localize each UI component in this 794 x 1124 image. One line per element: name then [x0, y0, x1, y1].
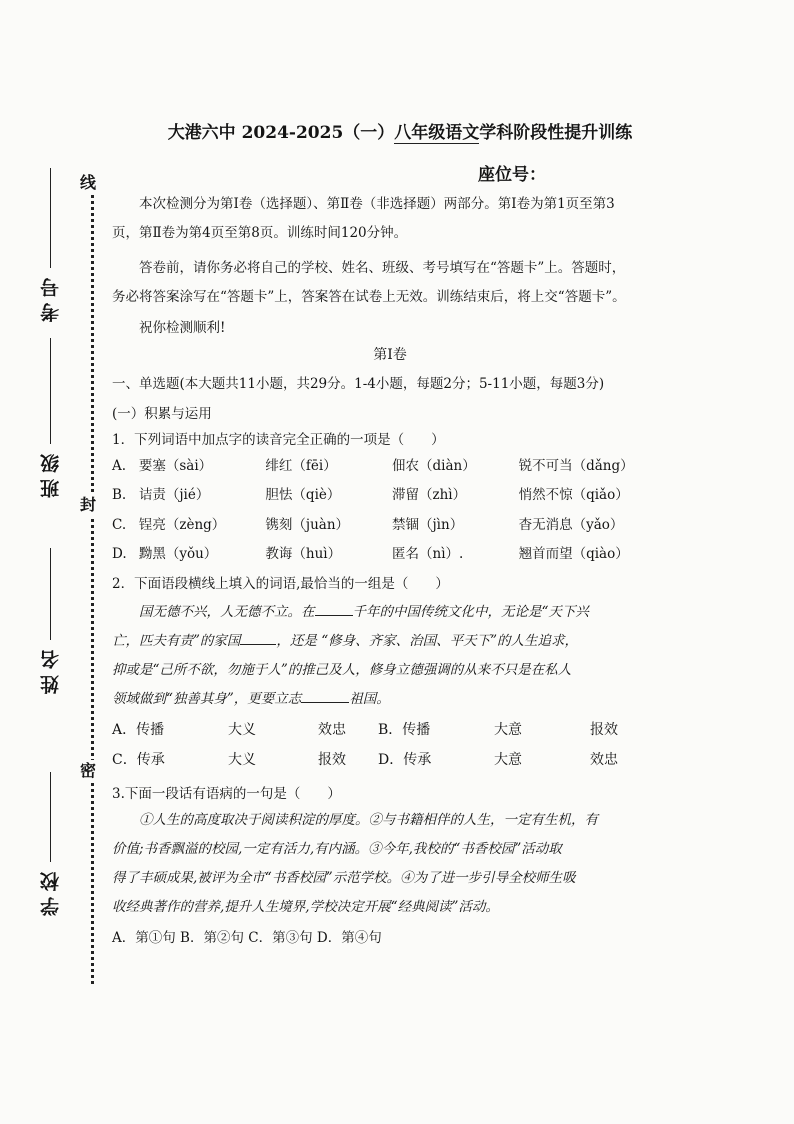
- question-3-options[interactable]: A．第①句 B．第②句 C．第③句 D．第④句: [112, 930, 382, 946]
- question-2-passage-line: 抑或是“己所不欲，勿施于人”的推己及人，修身立德强调的从来不只是在私人: [112, 662, 572, 678]
- binding-char-line: 线: [80, 173, 97, 192]
- question-2-passage-line: 亡，匹夫有责”的家国 ，还是 “修身、齐家、治国、平天下”的人生追求，: [112, 627, 668, 656]
- school-label: 学校: [39, 866, 62, 916]
- class-label: 班级: [39, 448, 62, 498]
- seat-number-label: 座位号：: [478, 165, 546, 185]
- binding-char-seal: 封: [80, 495, 97, 514]
- question-3-stem: 3.下面一段话有语病的一句是（ ）: [112, 786, 341, 802]
- exam-number-field[interactable]: [30, 168, 70, 326]
- binding-dotted-line: [91, 172, 94, 984]
- blank-2[interactable]: [240, 630, 276, 645]
- section-heading: 一、单选题(本大题共11小题，共29分。1-4小题，每题2分；5-11小题，每题3分): [112, 376, 605, 392]
- blank-1[interactable]: [315, 601, 353, 616]
- exam-number-label: 考号: [39, 272, 62, 322]
- name-label: 姓名: [39, 644, 62, 694]
- question-1-stem: 1．下列词语中加点字的读音完全正确的一项是（ ）: [112, 432, 445, 448]
- question-2-passage-line: 国无德不兴，人无德不立。在 千年的中国传统文化中，无论是“天下兴: [112, 598, 668, 627]
- question-2-choices-cd[interactable]: C．传承 大义 报效 D．传承 大意 效忠: [112, 752, 618, 768]
- question-2-passage-line: 领域做到“独善其身”，更要立志 祖国。: [112, 685, 668, 714]
- school-field[interactable]: [30, 772, 70, 920]
- question-3-passage-line: 收经典著作的营养,提升人生境界,学校决定开展“经典阅读”活动。: [112, 899, 499, 915]
- question-3-passage-line: 得了丰硕成果,被评为全市“书香校园”示范学校。④为了进一步引导全校师生吸: [112, 870, 576, 886]
- blank-3[interactable]: [301, 688, 349, 703]
- question-2-stem: 2．下面语段横线上填入的词语,最恰当的一组是（ ）: [112, 576, 449, 592]
- question-1-option-b[interactable]: B. 诘责（jié） 胆怯（qiè） 滞留（zhì） 悄然不惊（qiǎo）: [112, 487, 629, 503]
- instruction-line: 本次检测分为第Ⅰ卷（选择题）、第Ⅱ卷（非选择题）两部分。第Ⅰ卷为第1页至第3: [139, 196, 615, 212]
- question-1-option-d[interactable]: D. 黝黑（yǒu） 教诲（huì） 匿名（nì）. 翘首而望（qiào）: [112, 546, 629, 562]
- subsection-heading: (一）积累与运用: [112, 406, 212, 422]
- question-3-passage-line: 价值;书香飘溢的校园,一定有活力,有内涵。③今年,我校的“书香校园”活动取: [112, 841, 562, 857]
- page-title: 大港六中 2024-2025（一）八年级语文学科阶段性提升训练: [167, 123, 633, 143]
- question-1-option-c[interactable]: C. 锃亮（zèng） 镌刻（juàn） 禁锢（jìn） 杳无消息（yǎo）: [112, 517, 624, 533]
- name-field[interactable]: [30, 548, 70, 698]
- question-3-passage-line: ①人生的高度取决于阅读积淀的厚度。②与书籍相伴的人生，一定有生机，有: [139, 812, 598, 828]
- instruction-line: 务必将答案涂写在“答题卡”上，答案答在试卷上无效。训练结束后，将上交“答题卡”。: [112, 289, 626, 305]
- instruction-line: 答卷前，请你务必将自己的学校、姓名、班级、考号填写在“答题卡”上。答题时，: [139, 260, 626, 276]
- good-luck-text: 祝你检测顺利!: [139, 320, 226, 336]
- question-2-choices-ab[interactable]: A．传播 大义 效忠 B．传播 大意 报效: [112, 722, 618, 738]
- volume-title: 第Ⅰ卷: [373, 347, 407, 363]
- class-field[interactable]: [30, 338, 70, 502]
- question-1-option-a[interactable]: A. 要塞（sài） 绯红（fēi） 佃农（diàn） 锐不可当（dǎng）: [112, 458, 634, 474]
- instruction-line: 页，第Ⅱ卷为第4页至第8页。训练时间120分钟。: [112, 225, 408, 241]
- binding-char-secret: 密: [80, 761, 97, 780]
